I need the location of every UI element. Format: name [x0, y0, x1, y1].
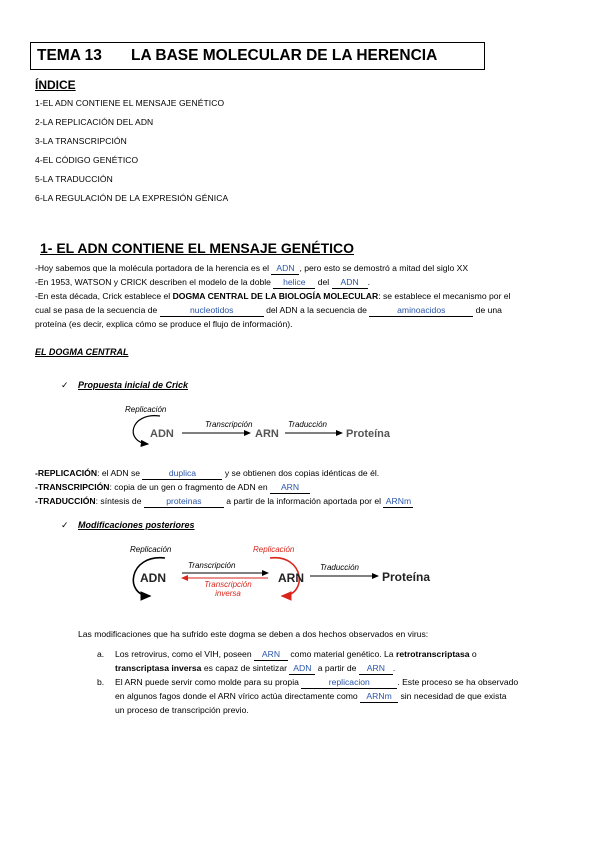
reverse-transcription-label	[204, 580, 252, 598]
answer-blank: ADN	[289, 663, 315, 675]
arn-label: ARN	[278, 571, 304, 585]
answer-blank: ARN	[254, 649, 288, 661]
item-b-line-2: en algunos fagos donde el ARN vírico actúa directamente como ARNm sin necesidad de que exista	[115, 691, 507, 701]
topic-number: TEMA 13	[37, 47, 102, 64]
answer-blank: helice	[273, 277, 315, 289]
index-item: 2-LA REPLICACIÓN DEL ADN	[35, 117, 154, 127]
crick-dogma-diagram	[120, 400, 420, 450]
translation-label: Traducción	[288, 420, 327, 429]
section-title: 1- EL ADN CONTIENE EL MENSAJE GENÉTICO	[40, 240, 355, 256]
modifications-heading: Modificaciones posteriores	[78, 520, 195, 530]
list-marker: b.	[97, 677, 105, 687]
dogma-bold: DOGMA CENTRAL DE LA BIOLOGÍA MOLECULAR	[172, 291, 379, 301]
item-b-line-3: un proceso de transcripción previo.	[115, 705, 249, 715]
protein-label: Proteína	[382, 570, 431, 584]
adn-label: ADN	[150, 428, 174, 440]
answer-blank: ARNm	[360, 691, 398, 703]
answer-blank: nucleotidos	[160, 305, 264, 317]
paragraph-line-2: -En 1953, WATSON y CRICK describen el modelo de la doble helice del ADN .	[35, 277, 370, 287]
index-item: 4-EL CÓDIGO GENÉTICO	[35, 155, 139, 165]
answer-blank: proteinas	[144, 496, 224, 508]
paragraph-line-3: -En esta década, Crick establece el DOGMA CENTRAL DE LA BIOLOGÍA MOLECULAR: se establece el mecanismo por el	[35, 291, 511, 301]
paragraph-line-1: -Hoy sabemos que la molécula portadora de la herencia es el ADN , pero esto se demostró a mitad del siglo XX	[35, 263, 469, 273]
reverse-transcription-word: inversa	[215, 589, 241, 598]
answer-blank: replicacion	[301, 677, 397, 689]
modified-dogma-diagram	[120, 540, 450, 602]
page-title: LA BASE MOLECULAR DE LA HERENCIA	[131, 47, 438, 64]
reverse-transcription-word: Transcripción	[204, 580, 252, 589]
paragraph-line-5: proteína (es decir, explica cómo se produce el flujo de información).	[35, 319, 293, 329]
item-b-line-1: El ARN puede servir como molde para su propia replicacion . Este proceso se ha observado	[115, 677, 519, 687]
adn-label: ADN	[140, 571, 166, 585]
index-item: 5-LA TRADUCCIÓN	[35, 174, 113, 184]
answer-blank: ARN	[270, 482, 310, 494]
answer-blank: ADN	[271, 263, 299, 275]
check-icon: ✓	[61, 380, 69, 390]
arn-label: ARN	[255, 428, 279, 440]
title-box	[30, 42, 485, 70]
answer-blank: duplica	[142, 468, 222, 480]
answer-blank: ARN	[359, 663, 393, 675]
check-icon: ✓	[61, 520, 69, 530]
protein-label: Proteína	[346, 428, 391, 440]
index-item: 3-LA TRANSCRIPCIÓN	[35, 136, 127, 146]
paragraph-line-4: cual se pasa de la secuencia de nucleotidos del ADN a la secuencia de aminoacidos de una	[35, 305, 502, 315]
item-a-line-1: Los retrovirus, como el VIH, poseen ARN como material genético. La retrotranscriptasa o	[115, 649, 477, 659]
replicacion-definition: -REPLICACIÓN: el ADN se duplica y se obtienen dos copias idénticas de él.	[35, 468, 380, 478]
item-a-line-2: transcriptasa inversa es capaz de sintetizar ADN a partir de ARN .	[115, 663, 396, 673]
index-item: 1-EL ADN CONTIENE EL MENSAJE GENÉTICO	[35, 98, 225, 108]
answer-blank: ADN	[332, 277, 368, 289]
answer-blank: ARNm	[383, 496, 413, 508]
transcription-label: Transcripción	[188, 561, 236, 570]
proposal-heading: Propuesta inicial de Crick	[78, 380, 189, 390]
answer-blank: aminoacidos	[369, 305, 473, 317]
transcripcion-definition: -TRANSCRIPCIÓN: copia de un gen o fragmento de ADN en ARN	[35, 480, 310, 494]
index-item: 6-LA REGULACIÓN DE LA EXPRESIÓN GÉNICA	[35, 193, 229, 203]
virus-intro: Las modificaciones que ha sufrido este dogma se deben a dos hechos observados en virus:	[78, 629, 429, 639]
transcription-label: Transcripción	[205, 420, 253, 429]
list-marker: a.	[97, 649, 105, 659]
traduccion-definition: -TRADUCCIÓN: síntesis de proteinas a partir de la información aportada por el ARNm	[35, 494, 413, 508]
translation-label: Traducción	[320, 563, 359, 572]
dogma-heading: EL DOGMA CENTRAL	[35, 347, 129, 357]
replication-left-label: Replicación	[130, 545, 172, 554]
replication-right-label: Replicación	[253, 545, 295, 554]
replication-label: Replicación	[125, 405, 167, 414]
index-heading: ÍNDICE	[35, 78, 76, 92]
